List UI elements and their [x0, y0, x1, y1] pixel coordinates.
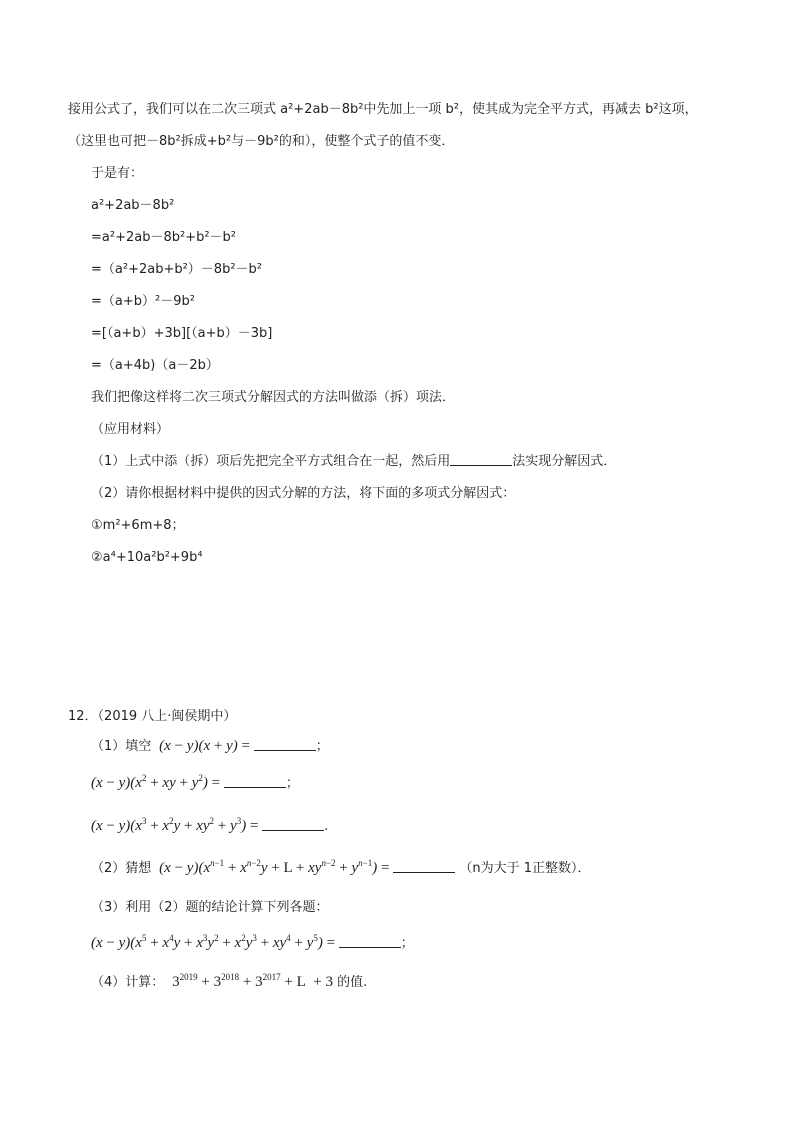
derivation-step-6: =（a+4b)（a－2b） [91, 358, 219, 373]
problem-12-part-1 [91, 737, 329, 756]
answer-blank[interactable] [450, 453, 512, 466]
problem-12-header: 12．（2019 八上·闽侯期中） [68, 709, 237, 724]
part-2-label: （2）猜想 [91, 861, 152, 876]
formula-4: $(x - y)(x^5 + x^4y + x^3y^2 + x^2y^3 + xy^4 + y^5)$ = [91, 933, 339, 951]
problem-12-formula-2 [91, 774, 299, 793]
question-1-text-before: （1）上式中添（拆）项后先把完全平方式组合在一起，然后用 [91, 454, 451, 469]
formula-2: $(x - y)(x^2$ + xy + $y^2$) = [91, 773, 224, 791]
problem-12-part-2 [91, 859, 591, 878]
application-heading: （应用材料） [91, 422, 170, 437]
derivation-step-2: =a²+2ab－8b²+b²－b² [91, 230, 237, 245]
derivation-step-3: =（a²+2ab+b²）－8b²－b² [91, 262, 263, 277]
application-question-2: （2）请你根据材料中提供的因式分解的方法，将下面的多项式分解因式： [91, 486, 516, 501]
problem-12-part-4 [91, 973, 367, 992]
problem-12-part-3: （3）利用（2）题的结论计算下列各题： [91, 900, 329, 915]
application-item-2: ②a⁴+10a²b²+9b⁴ [91, 550, 203, 565]
answer-blank[interactable] [393, 860, 455, 873]
answer-blank[interactable] [224, 775, 286, 788]
answer-blank[interactable] [339, 935, 401, 948]
derivation-step-1: a²+2ab－8b² [91, 198, 175, 213]
period: . [324, 819, 329, 834]
derivation-step-4: =（a+b）²－9b² [91, 294, 195, 309]
intro-line-3: 于是有： [91, 166, 144, 181]
formula-3: $(x - y)(x^3 + x^2y + xy^2 + y^3)$ = [91, 816, 263, 834]
formula-power-sum: $3^{2019} + 3^{2018} + 3^{2017} + L + 3$ [172, 972, 333, 990]
method-note: 我们把像这样将二次三项式分解因式的方法叫做添（拆）项法． [91, 390, 456, 405]
part-2-condition: （n为大于 1正整数）． [459, 861, 591, 876]
part-4-tail: 的值. [337, 975, 368, 990]
problem-12-formula-3 [91, 817, 328, 836]
intro-line-1: 接用公式了，我们可以在二次三项式 a²+2ab－8b²中先加上一项 b²，使其成为完全平方式，再减去 b²这项， [68, 102, 698, 117]
question-1-text-after: 法实现分解因式． [512, 454, 617, 469]
application-item-1: ①m²+6m+8； [91, 518, 185, 533]
answer-blank[interactable] [254, 738, 316, 751]
semicolon: ； [285, 776, 299, 791]
semicolon: ； [400, 936, 414, 951]
derivation-step-5: =[（a+b）+3b][（a+b）－3b] [91, 326, 273, 341]
intro-line-2: （这里也可把－8b²拆成+b²与－9b²的和），使整个式子的值不变． [68, 134, 455, 149]
problem-12-formula-4 [91, 934, 414, 953]
answer-blank[interactable] [262, 818, 324, 831]
application-question-1 [91, 453, 616, 471]
formula-general: $(x - y)(x^{n-1} + x^{n-2}y + L + xy^{n-2} + y^{n-1})$ = [155, 858, 394, 876]
part-4-label: （4）计算： [91, 975, 165, 990]
formula-1: (x − y)(x + y) = [155, 738, 254, 754]
part-1-label: （1）填空 [91, 739, 152, 754]
semicolon: ； [315, 739, 329, 754]
